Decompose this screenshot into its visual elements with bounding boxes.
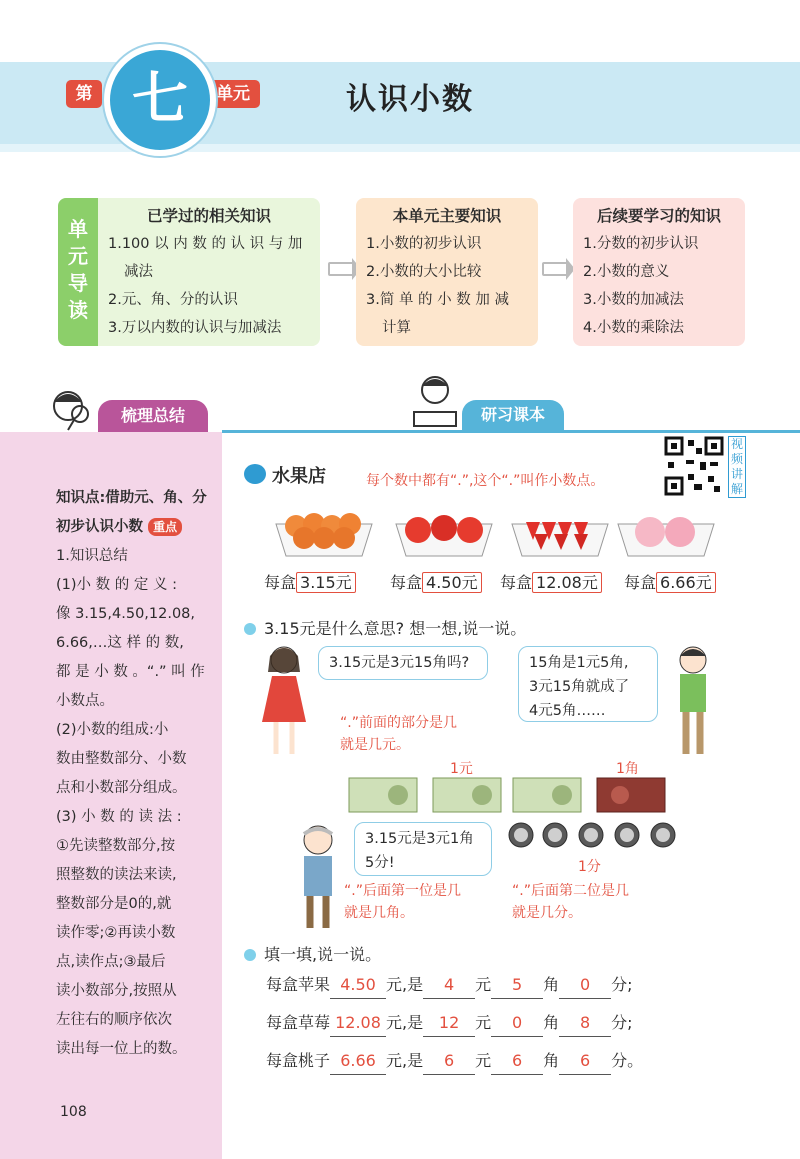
answer-blank[interactable]: 6.66 bbox=[330, 1048, 386, 1075]
future-item: 2.小数的意义 bbox=[583, 264, 670, 280]
future-item: 1.分数的初步认识 bbox=[583, 236, 699, 252]
summary-line: 6.66,…这 样 的 数, bbox=[56, 635, 184, 651]
summary-line: (3) 小 数 的 读 法 : bbox=[56, 809, 182, 825]
apple-tray-image bbox=[394, 500, 494, 560]
unit-number-badge: 七 bbox=[104, 44, 216, 156]
main-knowledge-box bbox=[356, 198, 538, 346]
question-2: 填一填,说一说。 bbox=[244, 942, 381, 965]
summary-tab: 梳理总结 bbox=[98, 400, 208, 432]
summary-line: 像 3.15,4.50,12.08, bbox=[56, 606, 196, 622]
girl-speech-bubble: 3.15元是3元15角吗? bbox=[318, 646, 488, 680]
topic-line: 初步认识小数 bbox=[56, 519, 143, 535]
arrow-right-icon bbox=[542, 262, 568, 276]
boy-reading-icon bbox=[410, 372, 460, 432]
section-title: 水果店 bbox=[272, 466, 326, 487]
yuan-note-image bbox=[512, 777, 582, 813]
future-title: 后续要学习的知识 bbox=[596, 207, 721, 225]
decimal-point-note: 每个数中都有“.”,这个“.”叫作小数点。 bbox=[366, 473, 605, 489]
summary-line: 左往右的顺序依次 bbox=[56, 1012, 172, 1028]
answer-blank[interactable]: 4 bbox=[423, 972, 475, 999]
main-item: 3.简 单 的 小 数 加 减 bbox=[366, 292, 509, 308]
learned-item: 2.元、角、分的认识 bbox=[108, 292, 238, 308]
yuan-note-image bbox=[348, 777, 418, 813]
main-item: 2.小数的大小比较 bbox=[366, 264, 482, 280]
study-tab: 研习课本 bbox=[462, 400, 564, 430]
learned-item: 减法 bbox=[124, 264, 153, 280]
fen-coin-icon bbox=[542, 822, 568, 848]
future-item: 4.小数的乘除法 bbox=[583, 320, 684, 336]
learned-item: 1.100 以 内 数 的 认 识 与 加 bbox=[108, 236, 303, 252]
answer-blank[interactable]: 6 bbox=[559, 1048, 611, 1075]
page-title: 认识小数 bbox=[346, 82, 474, 117]
first-digit-note: “.”后面第一位是几 就是几角。 bbox=[344, 883, 461, 921]
learned-title: 已学过的相关知识 bbox=[146, 207, 271, 225]
guide-label-char: 元 bbox=[68, 244, 88, 268]
page-number: 108 bbox=[60, 1104, 87, 1120]
answer-blank[interactable]: 6 bbox=[423, 1048, 475, 1075]
answer-blank[interactable]: 8 bbox=[559, 1010, 611, 1037]
fen-coin-icon bbox=[614, 822, 640, 848]
future-item: 3.小数的加减法 bbox=[583, 292, 684, 308]
qr-code-icon[interactable] bbox=[664, 436, 724, 496]
orange-tray-image bbox=[274, 500, 374, 560]
summary-line: ①先读整数部分,按 bbox=[56, 838, 176, 854]
price-tag: 每盒 12.08元 bbox=[500, 570, 602, 593]
boy-figure-icon bbox=[668, 642, 718, 762]
answer-blank[interactable]: 12 bbox=[423, 1010, 475, 1037]
learned-item: 3.万以内数的认识与加减法 bbox=[108, 320, 282, 336]
guide-label-char: 读 bbox=[68, 298, 88, 322]
second-digit-note: “.”后面第二位是几 就是几分。 bbox=[512, 883, 629, 921]
summary-line: 数由整数部分、小数 bbox=[56, 751, 187, 767]
one-jiao-label: 1角 bbox=[616, 761, 639, 777]
main-title: 本单元主要知识 bbox=[392, 207, 502, 225]
main-item: 1.小数的初步认识 bbox=[366, 236, 482, 252]
price-tag: 每盒 4.50元 bbox=[390, 570, 482, 593]
unit-prefix: 第 bbox=[66, 80, 102, 108]
answer-blank[interactable]: 12.08 bbox=[330, 1010, 386, 1037]
fen-coin-icon bbox=[578, 822, 604, 848]
boy-magnifier-icon bbox=[44, 384, 96, 436]
strawberry-tray-image bbox=[510, 500, 610, 560]
one-fen-label: 1分 bbox=[578, 859, 601, 875]
one-yuan-label: 1元 bbox=[450, 761, 473, 777]
fill-row: 每盒苹果 4.50 元,是 4 元 5 角 0 分; bbox=[266, 972, 633, 999]
summary-line: 点和小数部分组成。 bbox=[56, 780, 187, 796]
price-tag: 每盒 3.15元 bbox=[264, 570, 356, 593]
summary-line: 整数部分是0的,就 bbox=[56, 896, 172, 912]
girl-figure-icon bbox=[256, 642, 312, 762]
book-icon bbox=[244, 464, 266, 484]
jiao-note-image bbox=[596, 777, 666, 813]
answer-blank[interactable]: 0 bbox=[559, 972, 611, 999]
arrow-right-icon bbox=[328, 262, 354, 276]
question-1: 3.15元是什么意思? 想一想,说一说。 bbox=[244, 616, 526, 639]
summary-line: 照整数的读法来读, bbox=[56, 867, 177, 883]
fill-row: 每盒桃子 6.66 元,是 6 元 6 角 6 分。 bbox=[266, 1048, 643, 1075]
answer-blank[interactable]: 5 bbox=[491, 972, 543, 999]
summary-line: (2)小数的组成:小 bbox=[56, 722, 169, 738]
summary-line: 读作零;②再读小数 bbox=[56, 925, 176, 941]
yuan-note-image bbox=[432, 777, 502, 813]
summary-line: (1)小 数 的 定 义 : bbox=[56, 577, 177, 593]
price-tag: 每盒 6.66元 bbox=[624, 570, 716, 593]
summary-heading: 1.知识总结 bbox=[56, 548, 128, 564]
guide-label-char: 导 bbox=[68, 271, 88, 295]
topic-line: 知识点:借助元、角、分 bbox=[56, 490, 207, 506]
key-point-badge: 重点 bbox=[148, 518, 182, 536]
video-explain-label: 视 频 讲 解 bbox=[728, 436, 746, 498]
answer-blank[interactable]: 4.50 bbox=[330, 972, 386, 999]
grandpa-speech-bubble: 3.15元是3元1角 5分! bbox=[354, 822, 492, 876]
fen-coin-icon bbox=[508, 822, 534, 848]
summary-line: 都 是 小 数 。“.” 叫 作 bbox=[56, 664, 205, 680]
guide-label-char: 单 bbox=[68, 217, 88, 241]
grandpa-figure-icon bbox=[292, 822, 348, 934]
answer-blank[interactable]: 0 bbox=[491, 1010, 543, 1037]
guide-label bbox=[58, 198, 98, 346]
summary-text bbox=[56, 484, 208, 1064]
peach-tray-image bbox=[616, 500, 716, 560]
learned-knowledge-box bbox=[98, 198, 320, 346]
future-knowledge-box bbox=[573, 198, 745, 346]
main-item: 计算 bbox=[382, 320, 411, 336]
answer-blank[interactable]: 6 bbox=[491, 1048, 543, 1075]
boy-speech-bubble: 15角是1元5角, 3元15角就成了 4元5角…… bbox=[518, 646, 658, 722]
unit-suffix: 单元 bbox=[206, 80, 260, 108]
tab-underline bbox=[222, 430, 800, 433]
front-part-note: “.”前面的部分是几 就是几元。 bbox=[340, 715, 457, 753]
summary-line: 读小数部分,按照从 bbox=[56, 983, 177, 999]
summary-line: 点,读作点;③最后 bbox=[56, 954, 166, 970]
summary-line: 小数点。 bbox=[56, 693, 114, 709]
fill-row: 每盒草莓 12.08 元,是 12 元 0 角 8 分; bbox=[266, 1010, 633, 1037]
fen-coin-icon bbox=[650, 822, 676, 848]
summary-line: 读出每一位上的数。 bbox=[56, 1041, 187, 1057]
